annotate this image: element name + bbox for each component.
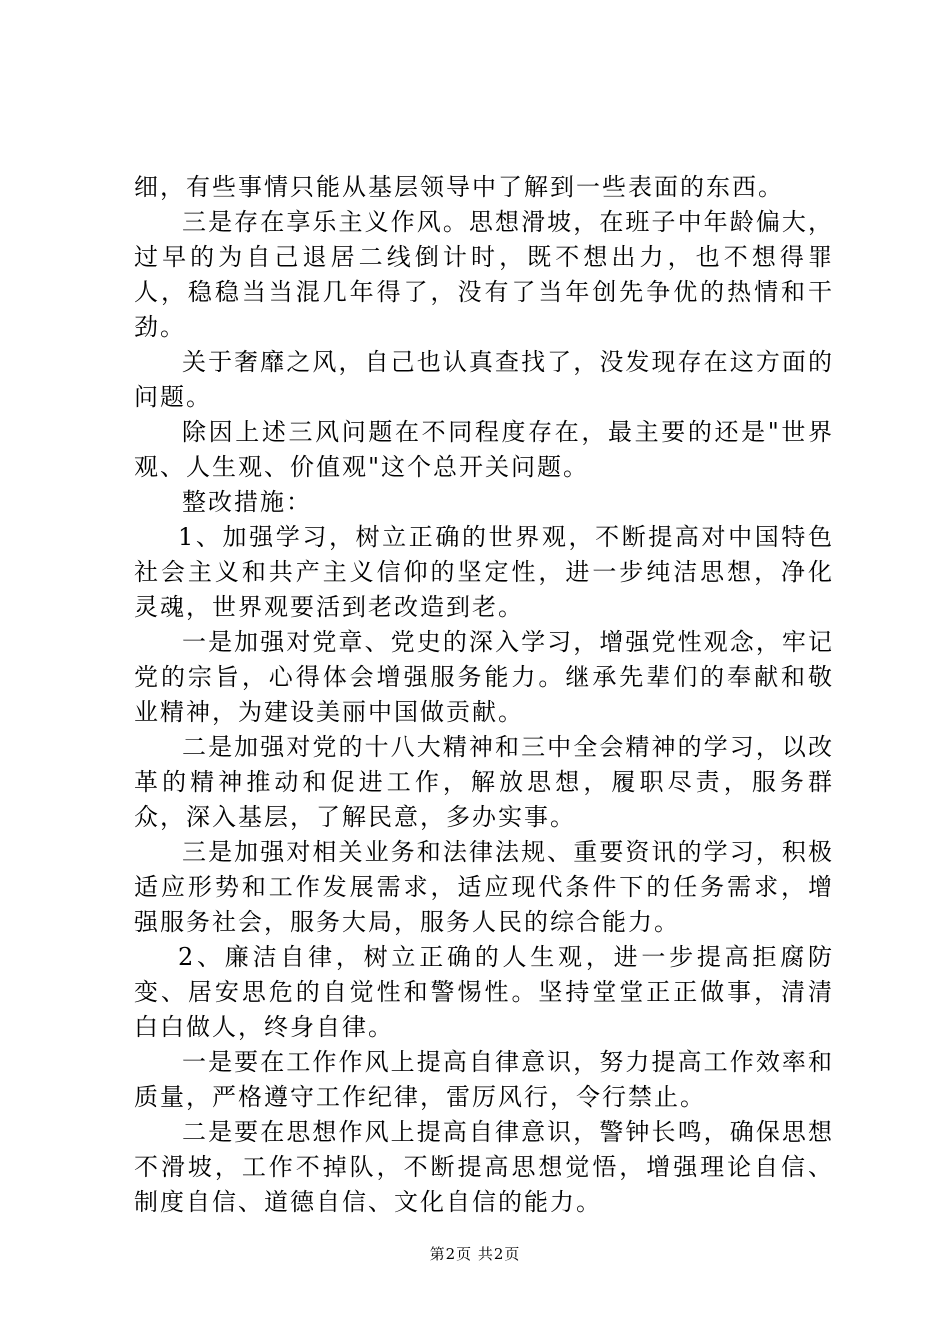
paragraph: 一是要在工作作风上提高自律意识，努力提高工作效率和质量，严格遵守工作纪律，雷厉风行，令行禁止。 — [134, 1048, 834, 1111]
paragraph: 除因上述三风问题在不同程度存在，最主要的还是"世界观、人生观、价值观"这个总开关问题。 — [134, 418, 834, 481]
paragraph: 1、加强学习，树立正确的世界观，不断提高对中国特色社会主义和共产主义信仰的坚定性，进一步纯洁思想，净化灵魂，世界观要活到老改造到老。 — [134, 523, 834, 621]
page-number-footer: 第2页 共2页 — [429, 1245, 521, 1263]
section-heading: 整改措施： — [182, 488, 312, 516]
paragraph: 2、廉洁自律，树立正确的人生观，进一步提高拒腐防变、居安思危的自觉性和警惕性。坚持堂堂正正做事，清清白白做人，终身自律。 — [134, 943, 834, 1041]
document-body — [134, 170, 834, 1220]
paragraph: 一是加强对党章、党史的深入学习，增强党性观念，牢记党的宗旨，心得体会增强服务能力。继承先辈们的奉献和敬业精神，为建设美丽中国做贡献。 — [134, 628, 834, 726]
paragraph: 三是存在享乐主义作风。思想滑坡，在班子中年龄偏大，过早的为自己退居二线倒计时，既不想出力，也不想得罪人，稳稳当当混几年得了，没有了当年创先争优的热情和干劲。 — [134, 208, 834, 341]
paragraph: 二是加强对党的十八大精神和三中全会精神的学习，以改革的精神推动和促进工作，解放思想，履职尽责，服务群众，深入基层，了解民意，多办实事。 — [134, 733, 834, 831]
paragraph: 关于奢靡之风，自己也认真查找了，没发现存在这方面的问题。 — [134, 348, 834, 411]
paragraph: 三是加强对相关业务和法律法规、重要资讯的学习，积极适应形势和工作发展需求，适应现代条件下的任务需求，增强服务社会，服务大局，服务人民的综合能力。 — [134, 838, 834, 936]
paragraph: 二是要在思想作风上提高自律意识，警钟长鸣，确保思想不滑坡，工作不掉队，不断提高思想觉悟，增强理论自信、制度自信、道德自信、文化自信的能力。 — [134, 1118, 834, 1216]
paragraph: 细，有些事情只能从基层领导中了解到一些表面的东西。 — [134, 173, 784, 201]
